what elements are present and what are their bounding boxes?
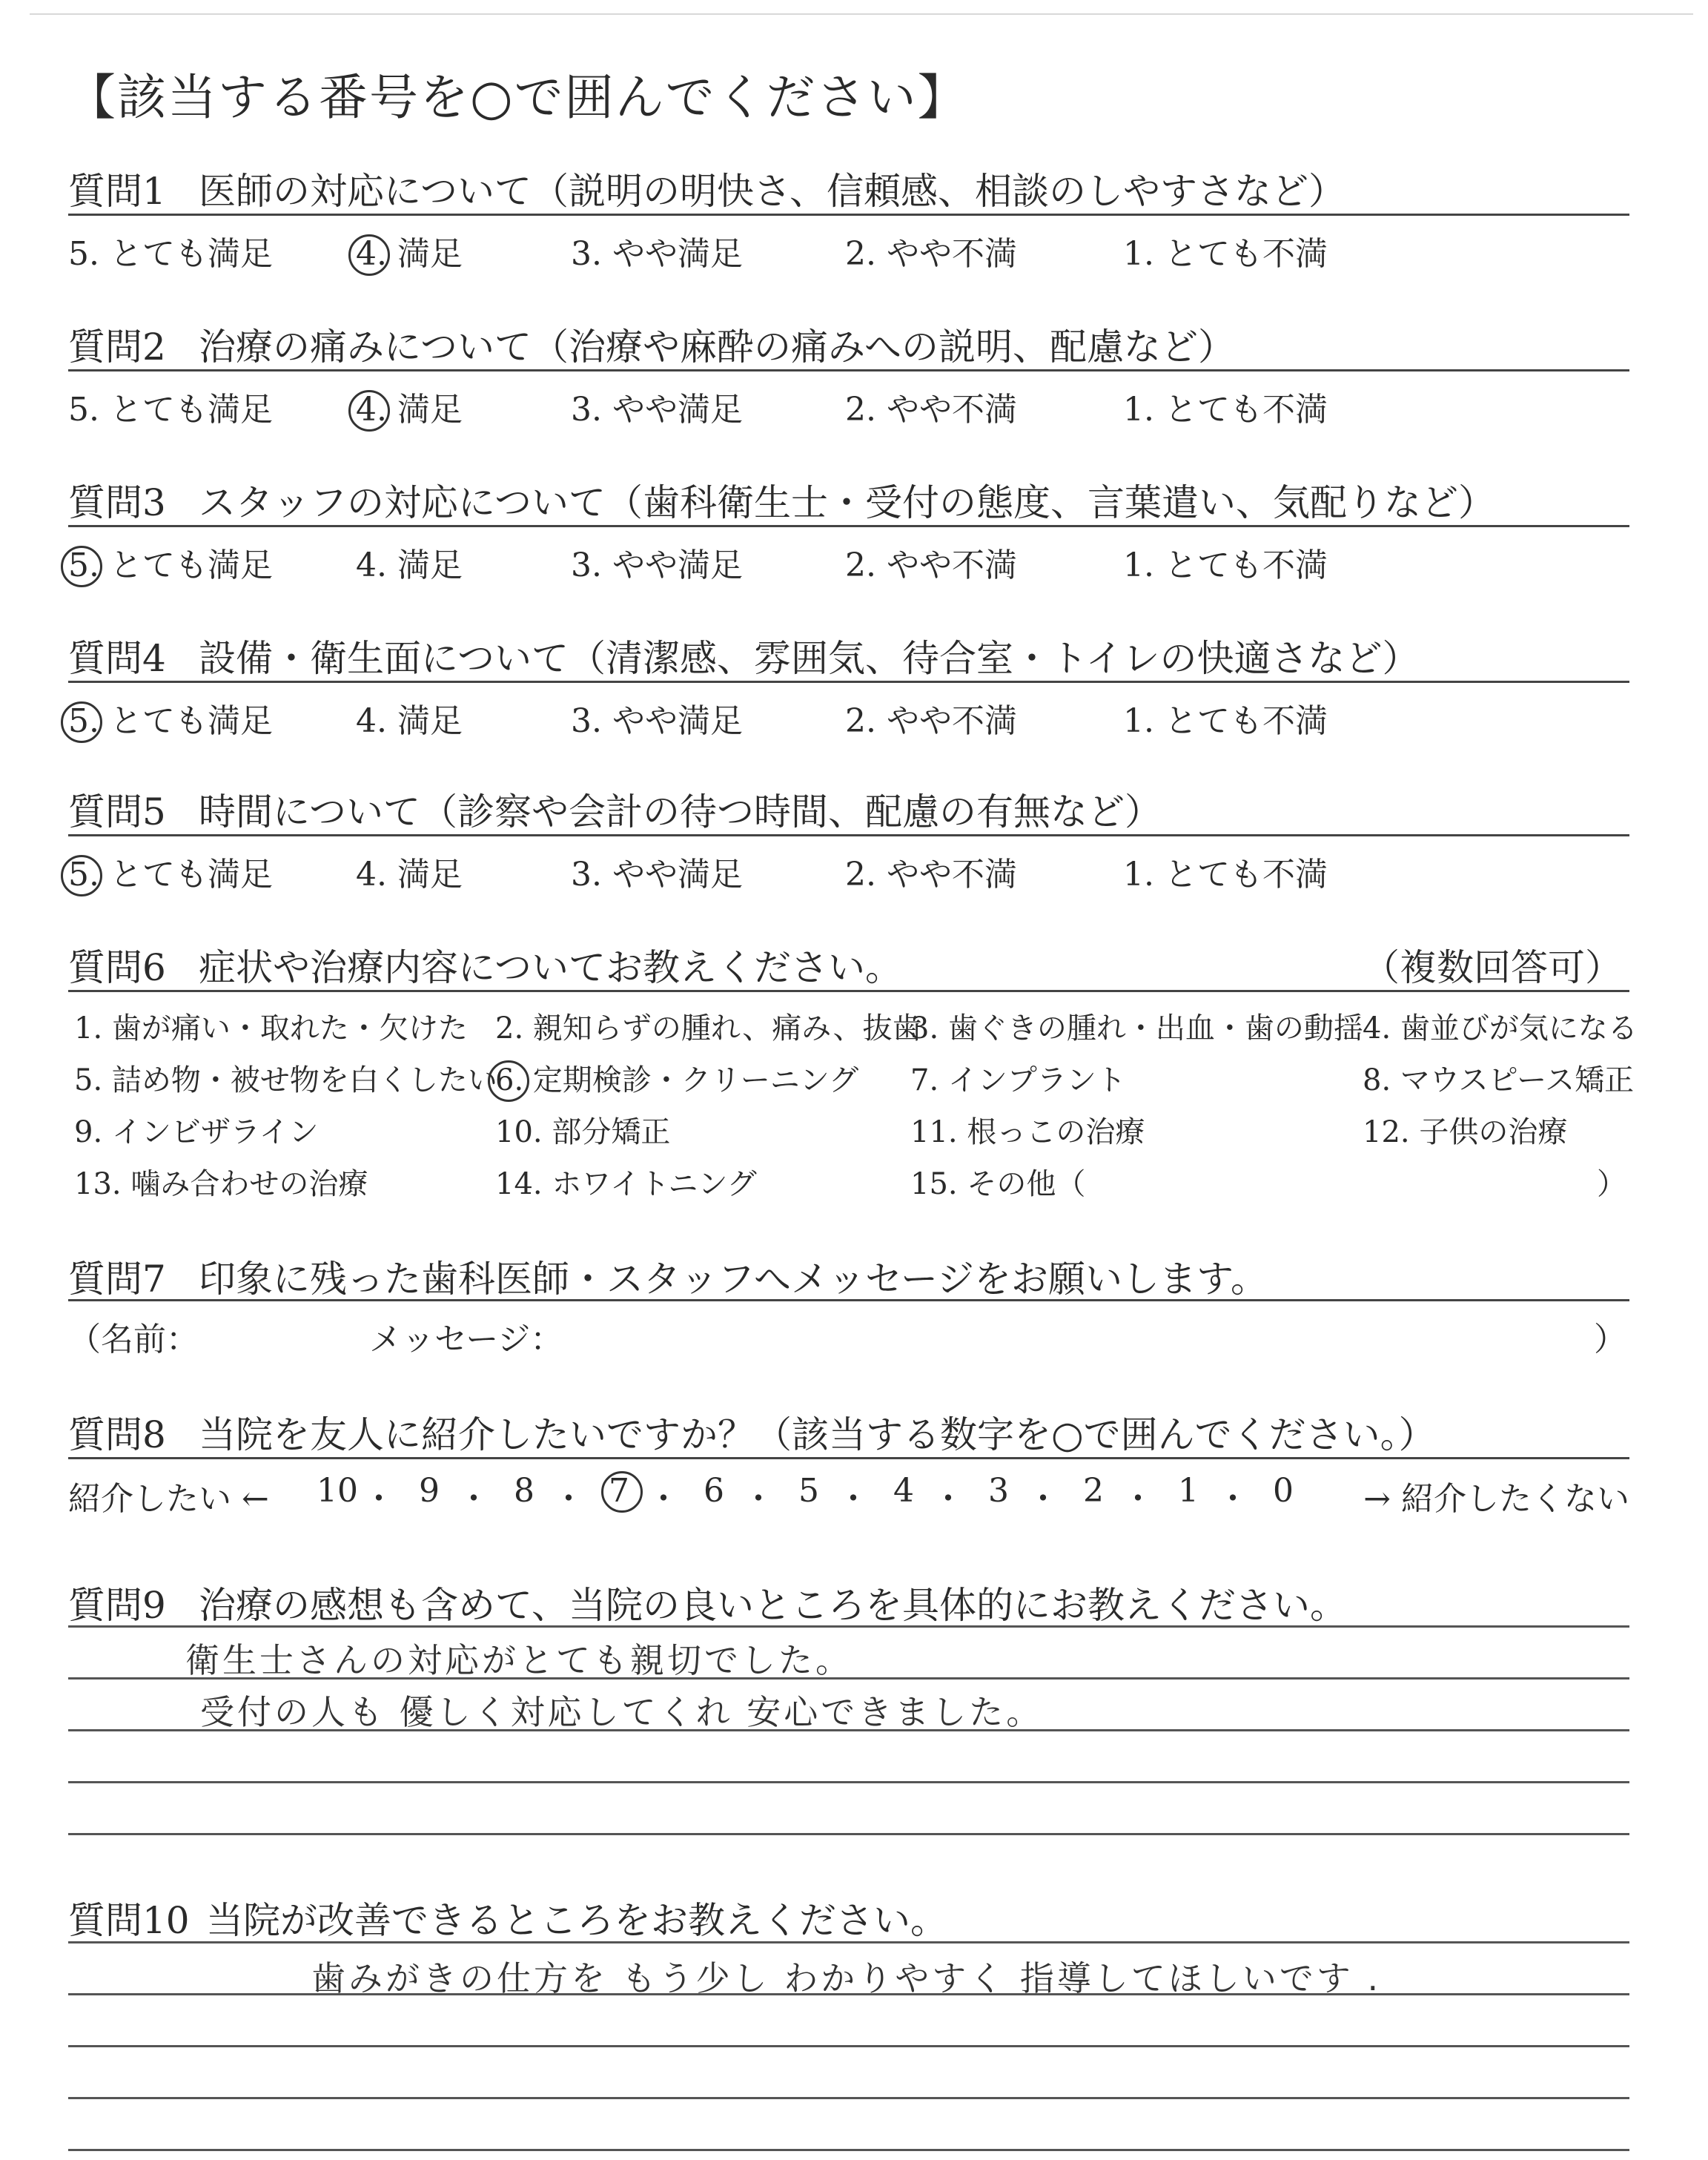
symptom-option-label: 10. 部分矯正	[495, 1115, 671, 1149]
rating-option-label: 4. 満足	[356, 702, 463, 740]
question-number: 質問9	[68, 1584, 166, 1627]
scale-value-2[interactable]: 2	[1083, 1472, 1104, 1510]
rating-option-2[interactable]	[845, 694, 1017, 742]
multiple-answer-note: （複数回答可）	[1363, 946, 1622, 989]
question-text: 治療の痛みについて（治療や麻酔の痛みへの説明、配慮など）	[199, 326, 1235, 369]
rating-option-4[interactable]	[356, 383, 463, 430]
question-1-title	[68, 162, 1345, 215]
symptom-option-label: 7. インプラント	[910, 1063, 1126, 1097]
scale-value-8[interactable]: 8	[514, 1472, 534, 1510]
answer-rule	[68, 2097, 1629, 2099]
question-5-title	[68, 782, 1162, 836]
scale-value-3[interactable]: 3	[988, 1472, 1009, 1510]
rating-option-1[interactable]	[1123, 694, 1328, 742]
question-1-rule	[68, 214, 1629, 216]
rating-option-2[interactable]	[845, 227, 1017, 274]
rating-option-5[interactable]	[68, 383, 273, 430]
scale-value-6[interactable]: 6	[704, 1472, 724, 1510]
scale-separator: ・	[742, 1480, 775, 1518]
handwritten-answer-line: 受付の人も 優しく対応してくれ 安心できました。	[200, 1692, 1044, 1732]
rating-option-label: 4. 満足	[356, 856, 463, 894]
rating-option-label: 5. とても満足	[68, 235, 273, 273]
symptom-option-7[interactable]	[910, 1057, 1126, 1099]
question-number: 質問10	[68, 1899, 190, 1942]
symptom-option-8[interactable]	[1363, 1057, 1634, 1099]
message-close-paren: ）	[1594, 1321, 1626, 1358]
rating-option-label: 3. やや満足	[571, 702, 743, 740]
scale-separator: ・	[647, 1480, 680, 1518]
rating-option-label: 1. とても不満	[1123, 702, 1328, 740]
rating-option-label: 5. とても満足	[68, 856, 273, 894]
answer-rule	[68, 1625, 1629, 1628]
question-number: 質問5	[68, 790, 166, 833]
rating-option-2[interactable]	[845, 383, 1017, 430]
rating-option-label: 5. とても満足	[68, 546, 273, 584]
instruction-heading: 【該当する番号を○で囲んでください】	[67, 69, 968, 126]
symptom-option-label: 15. その他（	[910, 1167, 1086, 1201]
symptom-option-10[interactable]	[495, 1109, 670, 1151]
symptom-option-4[interactable]	[1363, 1005, 1638, 1047]
rating-option-label: 2. やや不満	[845, 391, 1017, 429]
rating-option-2[interactable]	[845, 848, 1017, 895]
rating-option-5[interactable]	[68, 848, 273, 895]
question-5-rule	[68, 834, 1629, 836]
scale-separator: ・	[552, 1480, 585, 1518]
rating-option-label: 1. とても不満	[1123, 546, 1328, 584]
scale-value-9[interactable]: 9	[419, 1472, 440, 1510]
message-label: メッセージ：	[369, 1321, 563, 1358]
symptom-option-1[interactable]	[74, 1005, 468, 1047]
rating-option-5[interactable]	[68, 694, 273, 742]
question-7-title	[68, 1249, 1268, 1303]
question-8-title	[68, 1405, 1436, 1459]
question-7-rule	[68, 1299, 1629, 1301]
symptom-option-12[interactable]	[1363, 1109, 1567, 1151]
top-border	[30, 13, 1693, 15]
question-number: 質問6	[68, 946, 166, 989]
scale-separator: ・	[1217, 1480, 1249, 1518]
question-number: 質問4	[68, 637, 166, 680]
rating-option-1[interactable]	[1123, 848, 1328, 895]
question-text: 印象に残った歯科医師・スタッフへメッセージをお願いします。	[199, 1258, 1268, 1301]
rating-option-label: 4. 満足	[356, 235, 463, 273]
scale-separator: ・	[457, 1480, 490, 1518]
rating-option-5[interactable]	[68, 227, 273, 274]
rating-option-3[interactable]	[571, 227, 743, 274]
rating-option-label: 2. やや不満	[845, 546, 1017, 584]
symptom-option-label: 3. 歯ぐきの腫れ・出血・歯の動揺	[910, 1011, 1363, 1046]
handwritten-answer-line: 歯みがきの仕方を もう少し わかりやすく 指導してほしいです .	[311, 1958, 1382, 1998]
question-9-title	[68, 1576, 1347, 1629]
symptom-option-6[interactable]	[495, 1057, 858, 1099]
rating-option-1[interactable]	[1123, 227, 1328, 274]
question-8-rule	[68, 1457, 1629, 1459]
rating-option-4[interactable]	[356, 848, 463, 895]
question-text: 治療の感想も含めて、当院の良いところを具体的にお教えください。	[199, 1584, 1347, 1627]
question-number: 質問2	[68, 326, 166, 369]
rating-option-4[interactable]	[356, 227, 463, 274]
rating-option-3[interactable]	[571, 848, 743, 895]
rating-option-label: 4. 満足	[356, 391, 463, 429]
rating-option-label: 2. やや不満	[845, 856, 1017, 894]
question-4-rule	[68, 681, 1629, 683]
symptom-option-label: 9. インビザライン	[74, 1115, 319, 1149]
rating-option-4[interactable]	[356, 694, 463, 742]
scale-value-4[interactable]: 4	[893, 1472, 914, 1510]
question-3-rule	[68, 525, 1629, 527]
question-number: 質問7	[68, 1258, 166, 1301]
scale-value-7[interactable]: 7	[609, 1472, 629, 1510]
question-text: スタッフの対応について（歯科衛生士・受付の態度、言葉遣い、気配りなど）	[199, 481, 1495, 524]
question-2-rule	[68, 369, 1629, 371]
symptom-option-label: 12. 子供の治療	[1363, 1115, 1568, 1149]
question-text: 医師の対応について（説明の明快さ、信頼感、相談のしやすさなど）	[199, 170, 1345, 213]
question-text: 当院が改善できるところをお教えください。	[206, 1899, 947, 1942]
question-6-title	[68, 938, 902, 991]
rating-option-label: 2. やや不満	[845, 702, 1017, 740]
question-number: 質問8	[68, 1413, 166, 1456]
symptom-option-label: 4. 歯並びが気になる	[1363, 1011, 1638, 1046]
symptom-option-14[interactable]	[495, 1160, 757, 1203]
scale-separator: ・	[1027, 1480, 1059, 1518]
symptom-option-13[interactable]	[74, 1160, 368, 1203]
rating-option-label: 5. とても満足	[68, 702, 273, 740]
rating-option-label: 5. とても満足	[68, 391, 273, 429]
rating-option-1[interactable]	[1123, 538, 1328, 586]
question-4-title	[68, 629, 1420, 682]
symptom-option-15[interactable]	[910, 1160, 1085, 1203]
handwritten-answer-line: 衛生士さんの対応がとても親切でした。	[185, 1640, 853, 1680]
scale-value-0[interactable]: 0	[1273, 1472, 1294, 1510]
symptom-option-11[interactable]	[910, 1109, 1145, 1151]
symptom-option-label: 13. 噛み合わせの治療	[74, 1167, 368, 1201]
rating-option-3[interactable]	[571, 694, 743, 742]
scale-value-5[interactable]: 5	[798, 1472, 819, 1510]
symptom-option-9[interactable]	[74, 1109, 319, 1151]
question-number: 質問1	[68, 170, 166, 213]
question-2-title	[68, 317, 1235, 371]
question-text: 当院を友人に紹介したいですか？（該当する数字を○で囲んでください。）	[199, 1413, 1436, 1456]
question-3-title	[68, 473, 1495, 526]
symptom-option-label: 8. マウスピース矯正	[1363, 1063, 1635, 1097]
symptom-option-label: 6. 定期検診・クリーニング	[495, 1063, 859, 1097]
rating-option-3[interactable]	[571, 383, 743, 430]
scale-value-1[interactable]: 1	[1178, 1472, 1199, 1510]
question-6-rule	[68, 990, 1629, 992]
symptom-option-2[interactable]	[495, 1005, 922, 1047]
scale-right-label: → 紹介したくない	[1363, 1480, 1629, 1518]
symptom-option-3[interactable]	[910, 1005, 1363, 1047]
answer-rule	[68, 1781, 1629, 1783]
answer-rule	[68, 2149, 1629, 2151]
rating-option-label: 2. やや不満	[845, 235, 1017, 273]
symptom-option-label: 2. 親知らずの腫れ、痛み、抜歯	[495, 1011, 922, 1046]
scale-separator: ・	[837, 1480, 870, 1518]
rating-option-label: 1. とても不満	[1123, 235, 1328, 273]
symptom-option-label: 14. ホワイトニング	[495, 1167, 757, 1201]
rating-option-5[interactable]	[68, 538, 273, 586]
scale-separator: ・	[1122, 1480, 1154, 1518]
rating-option-label: 3. やや満足	[571, 546, 743, 584]
scale-left-label: 紹介したい ←	[68, 1480, 269, 1518]
rating-option-label: 3. やや満足	[571, 391, 743, 429]
rating-option-3[interactable]	[571, 538, 743, 586]
rating-option-label: 3. やや満足	[571, 235, 743, 273]
symptom-option-label: 11. 根っこの治療	[910, 1115, 1145, 1149]
question-text: 時間について（診察や会計の待つ時間、配慮の有無など）	[199, 790, 1162, 833]
symptom-option-label: 1. 歯が痛い・取れた・欠けた	[74, 1011, 468, 1046]
answer-rule	[68, 1833, 1629, 1835]
name-label: （名前：	[68, 1321, 199, 1358]
question-text: 症状や治療内容についてお教えください。	[199, 946, 902, 989]
rating-option-4[interactable]	[356, 538, 463, 586]
rating-option-2[interactable]	[845, 538, 1017, 586]
rating-option-1[interactable]	[1123, 383, 1328, 430]
question-10-title	[68, 1891, 947, 1944]
rating-option-label: 3. やや満足	[571, 856, 743, 894]
question-text: 設備・衛生面について（清潔感、雰囲気、待合室・トイレの快適さなど）	[199, 637, 1420, 680]
scale-separator: ・	[932, 1480, 964, 1518]
answer-rule	[68, 2045, 1629, 2047]
symptom-option-label: 5. 詰め物・被せ物を白くしたい	[74, 1063, 497, 1097]
rating-option-label: 4. 満足	[356, 546, 463, 584]
rating-option-label: 1. とても不満	[1123, 856, 1328, 894]
other-close-paren: ）	[1597, 1167, 1626, 1201]
symptom-option-5[interactable]	[74, 1057, 497, 1099]
rating-option-label: 1. とても不満	[1123, 391, 1328, 429]
scale-separator: ・	[363, 1480, 395, 1518]
scale-value-10[interactable]: 10	[317, 1472, 358, 1510]
answer-rule	[68, 1941, 1629, 1943]
question-number: 質問3	[68, 481, 166, 524]
